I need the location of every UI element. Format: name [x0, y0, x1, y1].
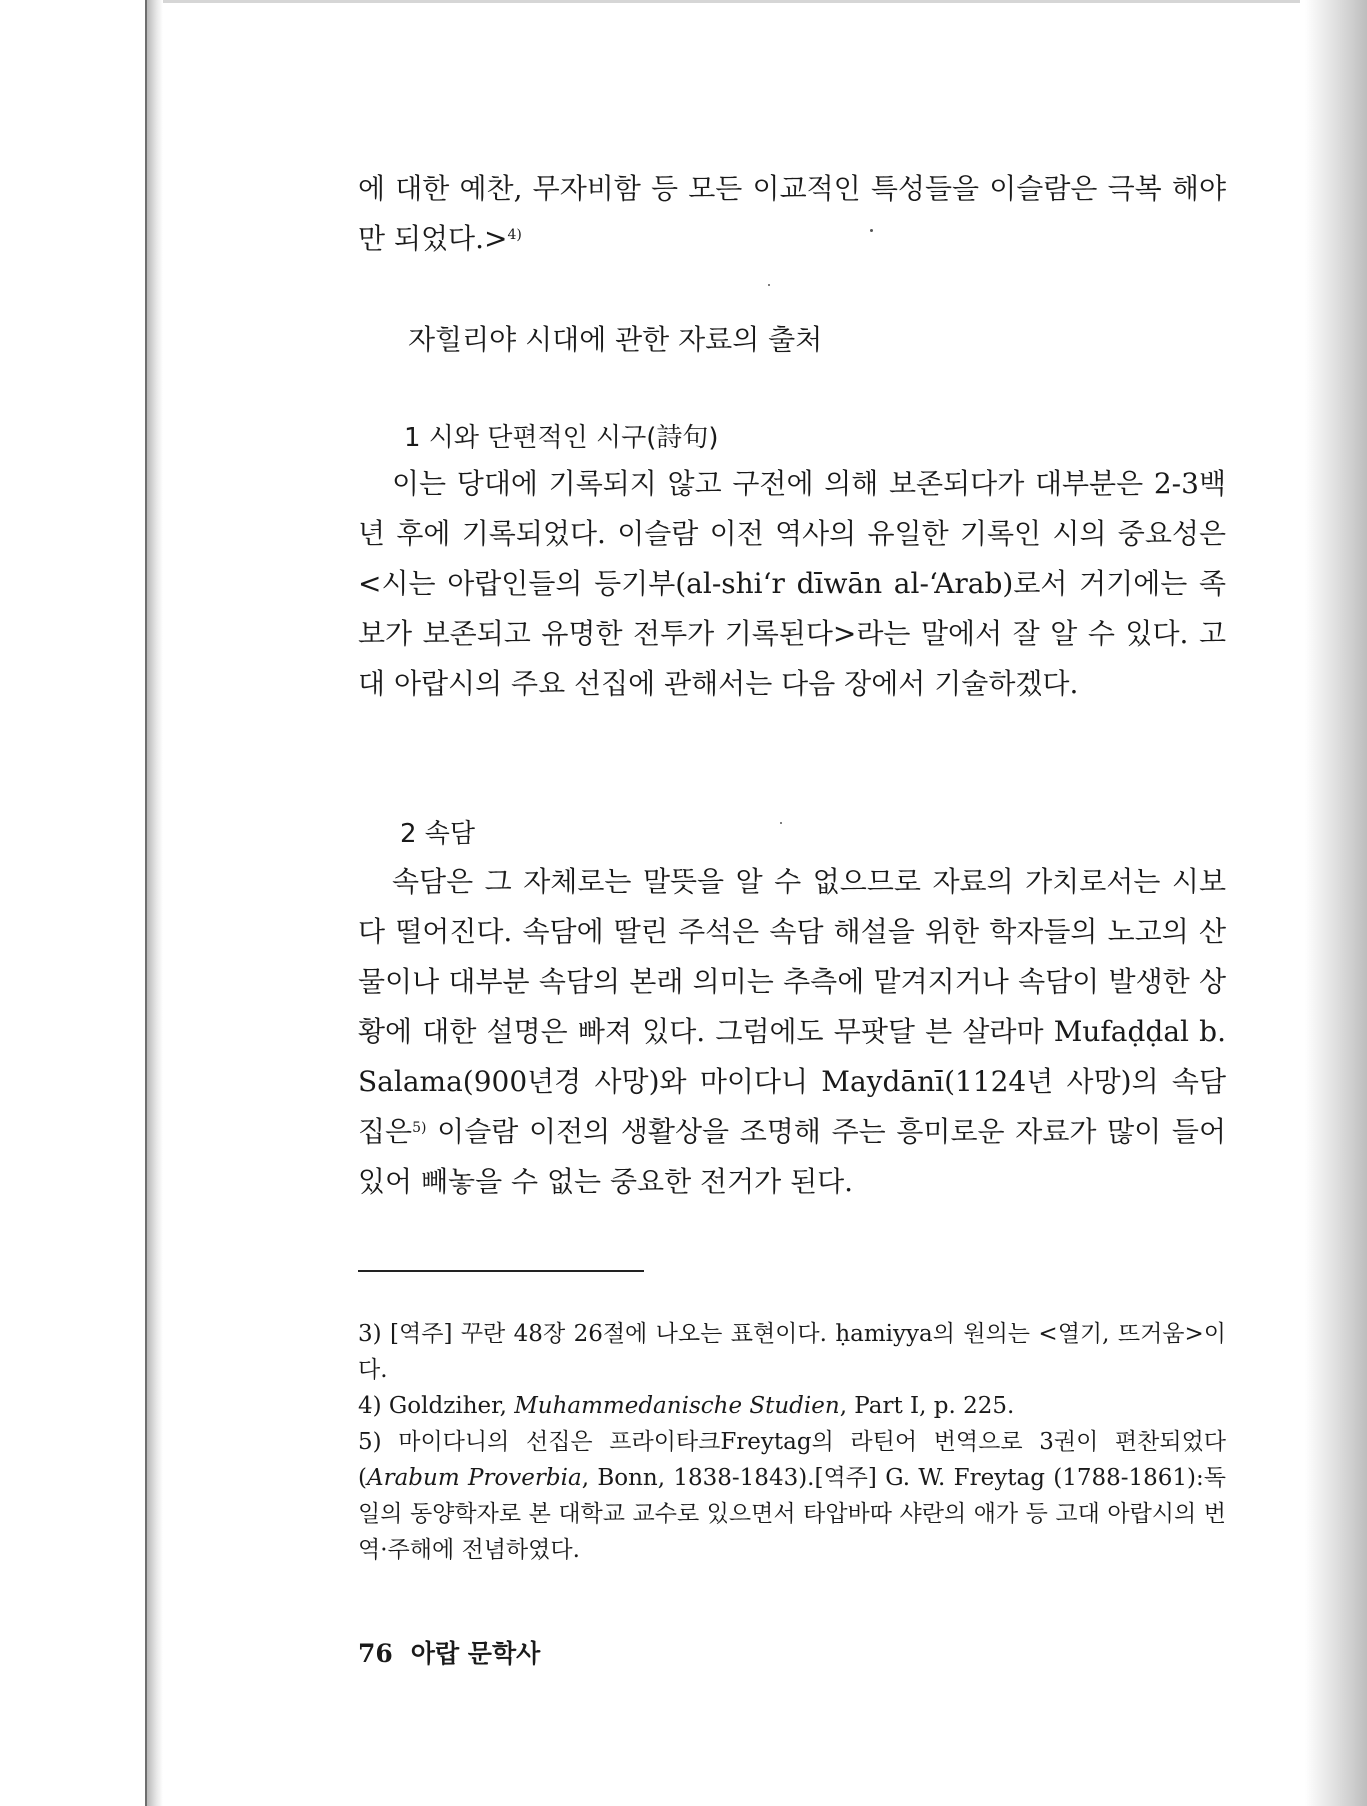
page-top-edge	[160, 0, 1300, 3]
footnote-text: , Part Ⅰ, p. 225.	[839, 1393, 1015, 1419]
footnote-number: 3)	[358, 1321, 382, 1347]
footnote-text: [역주] 꾸란 48장 26절에 나오는 표현이다. ḥamiyya의 원의는 <열기, 뜨거움>이다.	[358, 1321, 1226, 1383]
footnote-ref-4[interactable]: 4)	[507, 227, 522, 243]
cited-title: Muhammedanische Studien	[514, 1393, 840, 1419]
subsection-2-title: 2 속담	[400, 819, 476, 849]
page-right-edge	[1305, 0, 1367, 1806]
footnote-separator	[358, 1270, 644, 1272]
footnote-5	[358, 1424, 1226, 1568]
continued-paragraph-text: 에 대한 예찬, 무자비함 등 모든 이교적인 특성들을 이슬람은 극복 해야만 되었다.>	[358, 172, 1226, 255]
section-heading: 자힐리야 시대에 관한 자료의 출처	[408, 323, 823, 356]
footnote-ref-5[interactable]: 5)	[412, 1120, 427, 1136]
continued-paragraph	[358, 164, 1226, 264]
subsection-1-body: 이는 당대에 기록되지 않고 구전에 의해 보존되다가 대부분은 2-3백년 후에 기록되었다. 이슬람 이전 역사의 유일한 기록인 시의 중요성은 <시는 아랍인들의 등기부(al-shi‘r dīwān al-‘Arab)로서 거기에는 족보가 보존되고 유명한 전투가 기록된다>라는 말에서 잘 알 수 있다. 고대 아랍시의 주요 선집에 관해서는 다음 장에서 기술하겠다.	[358, 467, 1226, 700]
footnote-text: 마이다니의 선집은 프라이타크Freytag의 라틴어 번역으로 3권이 편찬되었다(	[358, 1429, 1227, 1491]
scan-speck	[768, 284, 770, 286]
footnote-number: 5)	[358, 1429, 382, 1455]
cited-title: Arabum Proverbia	[366, 1465, 582, 1491]
footnote-4	[358, 1388, 1226, 1424]
page-number: 76	[358, 1639, 393, 1668]
footnote-3	[358, 1316, 1226, 1388]
subsection-2-text-a: 속담은 그 자체로는 말뜻을 알 수 없으므로 자료의 가치로서는 시보다 떨어진다. 속담에 딸린 주석은 속담 해설을 위한 학자들의 노고의 산물이나 대부분 속담의 본래 의미는 추측에 맡겨지거나 속담이 발생한 상황에 대한 설명은 빠져 있다. 그럼에도 무팟달 븐 살라마 Mufaḍḍal b. Salama(900년경 사망)와 마이다니 Maydānī(1124년 사망)의 속담집은	[358, 865, 1226, 1148]
footnote-text: , Bonn, 1838-1843).[역주] G. W. Freytag (1788-1861):독일의 동양학자로 본 대학교 교수로 있으면서 타압바따 샤란의 애가 등 고대 아랍시의 번역·주해에 전념하였다.	[358, 1465, 1227, 1563]
footnote-text: Goldziher,	[388, 1393, 515, 1419]
page-left-edge	[147, 0, 163, 1806]
subsection-2-body	[358, 857, 1226, 1207]
subsection-2-text-b: 이슬람 이전의 생활상을 조명해 주는 흥미로운 자료가 많이 들어 있어 빼놓을 수 없는 중요한 전거가 된다.	[358, 1115, 1226, 1198]
footnote-number: 4)	[358, 1393, 382, 1419]
running-title: 아랍 문학사	[410, 1639, 541, 1668]
page-footer	[358, 1634, 540, 1670]
subsection-1-title: 1 시와 단편적인 시구(詩句)	[404, 423, 719, 453]
